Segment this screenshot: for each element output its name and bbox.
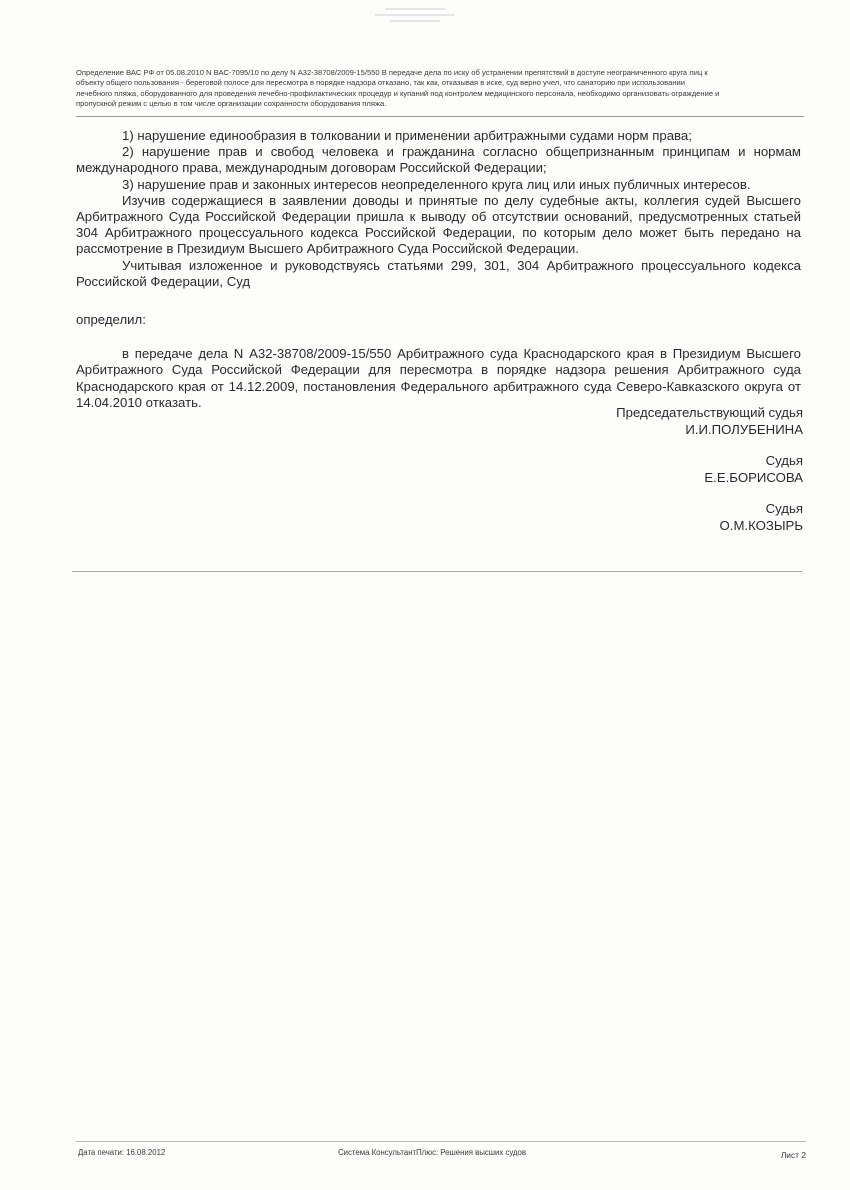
header-line: пропускной режим с целью в том числе организации сохранности оборудования пляжа.: [76, 98, 387, 108]
signature-presiding-judge: [616, 405, 803, 438]
footer-print-date: Дата печати: 16.08.2012: [78, 1148, 166, 1157]
header-line: Определение ВАС РФ от 05.08.2010 N ВАС-7095/10 по делу N А32-38708/2009-15/550 В передаче дела по иску об устранении препятствий в доступе неограниченного круга лиц к: [76, 68, 708, 77]
signature-role: Судья: [765, 501, 803, 516]
document-body: [76, 128, 801, 411]
paragraph-item-3: 3) нарушение прав и законных интересов неопределенного круга лиц или иных публичных интересов.: [122, 176, 751, 192]
header-line: лечебного пляжа, оборудованного для проведения лечебно-профилактических процедур и купаний под контролем медицинского персонала, необходимо организовать ограждение и: [76, 88, 720, 98]
paragraph-item-1: 1) нарушение единообразия в толковании и применении арбитражными судами норм права;: [122, 128, 692, 143]
faint-stamp-mark: [360, 4, 470, 34]
document-header: [76, 68, 804, 109]
footer-page-number: Лист 2: [780, 1150, 806, 1160]
ruling-heading: определил:: [76, 312, 146, 328]
signature-judge: [616, 453, 803, 486]
signature-name: И.И.ПОЛУБЕНИНА: [685, 421, 803, 437]
signature-name: Е.Е.БОРИСОВА: [704, 469, 803, 485]
signature-role: Председательствующий судья: [616, 405, 803, 420]
signature-judge: [616, 501, 803, 534]
paragraph-item-2: 2) нарушение прав и свобод человека и гражданина согласно общепризнанным принципам и нормам международного права, международным договорам Российской Федерации;: [76, 144, 801, 176]
signature-block: [616, 405, 803, 549]
header-divider: [76, 116, 804, 117]
footer-system-name: Система КонсультантПлюс: Решения высших судов: [338, 1148, 527, 1157]
signature-role: Судья: [765, 453, 803, 468]
ruling-decision: в передаче дела N А32-38708/2009-15/550 Арбитражного суда Краснодарского края в Президиум Высшего Арбитражного Суда Российской Федерации для пересмотра в порядке надзора решения Арбитражного суда Краснодарского края от 14.12.2009, постановления Федерального арбитражного суда Северо-Кавказского округа от 14.04.2010 отказать.: [76, 346, 801, 410]
header-line: объекту общего пользования - береговой полосе для пересмотра в порядке надзора отказано, так как, отказывая в иске, суд верно учел, что санаторию при использовании: [76, 78, 686, 88]
paragraph-conclusion: Изучив содержащиеся в заявлении доводы и принятые по делу судебные акты, коллегия судей Высшего Арбитражного Суда Российской Федерации пришла к выводу об отсутствии оснований, предусмотренных статьей 304 Арбитражного процессуального кодекса Российской Федерации, по которым дело может быть передано на рассмотрение в Президиум Высшего Арбитражного Суда Российской Федерации.: [76, 192, 801, 257]
signature-name: О.М.КОЗЫРЬ: [719, 517, 803, 533]
document-end-divider: [72, 571, 802, 572]
paragraph-grounds: Учитывая изложенное и руководствуясь статьями 299, 301, 304 Арбитражного процессуального кодекса Российской Федерации, Суд: [76, 257, 801, 289]
footer-divider: [76, 1141, 806, 1142]
